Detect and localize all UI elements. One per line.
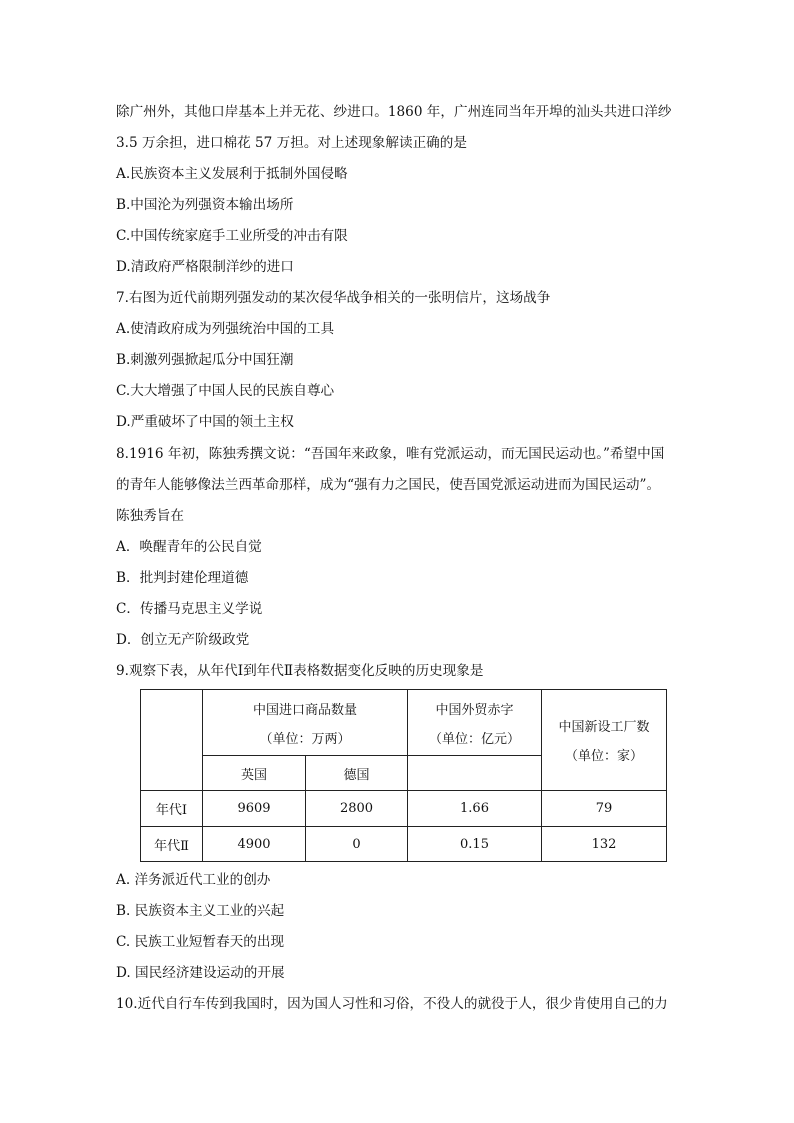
option-c: C.中国传统家庭手工业所受的冲击有限 — [116, 228, 348, 244]
row-label: 年代Ⅱ — [141, 827, 203, 862]
header-import-quantity — [203, 690, 408, 756]
option-d: D. 国民经济建设运动的开展 — [116, 965, 285, 981]
subheader-empty — [408, 756, 542, 791]
header-new-factories — [542, 690, 667, 791]
text-line: 除广州外，其他口岸基本上并无花、纱进口。1860 年，广州连同当年开埠的汕头共进口洋纱 — [116, 104, 672, 120]
text-line: 的青年人能够像法兰西革命那样，成为“强有力之国民，使吾国党派运动进而为国民运动”。 — [116, 477, 661, 493]
header-unit: （单位：亿元） — [428, 731, 520, 747]
option-d: D.清政府严格限制洋纱的进口 — [116, 259, 294, 275]
subheader-germany: 德国 — [306, 756, 408, 791]
option-d: D．创立无产阶级政党 — [116, 632, 250, 648]
cell-deficit: 1.66 — [408, 791, 542, 827]
cell-factories: 79 — [542, 791, 667, 827]
option-c: C. 民族工业短暂春天的出现 — [116, 934, 285, 950]
option-d: D.严重破坏了中国的领土主权 — [116, 414, 294, 430]
cell-germany: 0 — [306, 827, 408, 862]
text-line: 陈独秀旨在 — [116, 508, 184, 524]
cell-deficit: 0.15 — [408, 827, 542, 862]
option-b: B. 民族资本主义工业的兴起 — [116, 903, 285, 919]
text-line: 3.5 万余担，进口棉花 57 万担。对上述现象解读正确的是 — [116, 135, 467, 151]
option-a: A.民族资本主义发展利于抵制外国侵略 — [116, 166, 348, 182]
question-7: 7.右图为近代前期列强发动的某次侵华战争相关的一张明信片，这场战争 — [116, 290, 551, 306]
cell-uk: 4900 — [203, 827, 306, 862]
table-row — [141, 791, 667, 827]
question-9: 9.观察下表，从年代Ⅰ到年代Ⅱ表格数据变化反映的历史现象是 — [116, 663, 484, 679]
header-label: 中国外贸赤字 — [435, 702, 514, 718]
header-unit: （单位：万两） — [259, 731, 351, 747]
option-a: A. 洋务派近代工业的创办 — [116, 872, 271, 888]
option-a: A．唤醒青年的公民自觉 — [116, 539, 262, 555]
option-a: A.使清政府成为列强统治中国的工具 — [116, 321, 335, 337]
header-label: 中国进口商品数量 — [252, 702, 357, 718]
option-b: B．批判封建伦理道德 — [116, 570, 249, 586]
subheader-uk: 英国 — [203, 756, 306, 791]
cell-factories: 132 — [542, 827, 667, 862]
question-8: 8.1916 年初，陈独秀撰文说：“吾国年来政象，唯有党派运动，而无国民运动也。”希望中国 — [116, 446, 665, 462]
cell-germany: 2800 — [306, 791, 408, 827]
header-label: 中国新设工厂数 — [558, 720, 650, 735]
header-unit: （单位：家） — [564, 749, 643, 764]
cell-uk: 9609 — [203, 791, 306, 827]
option-c: C．传播马克思主义学说 — [116, 601, 263, 617]
header-trade-deficit — [408, 690, 542, 756]
table-corner-cell — [141, 690, 203, 791]
data-table — [140, 689, 667, 862]
row-label: 年代Ⅰ — [141, 791, 203, 827]
option-b: B.中国沦为列强资本输出场所 — [116, 197, 294, 213]
question-10: 10.近代自行车传到我国时，因为国人习性和习俗，不役人的就役于人，很少肯使用自己的力 — [116, 996, 668, 1012]
option-c: C.大大增强了中国人民的民族自尊心 — [116, 383, 335, 399]
option-b: B.刺激列强掀起瓜分中国狂潮 — [116, 352, 294, 368]
table-row — [141, 827, 667, 862]
